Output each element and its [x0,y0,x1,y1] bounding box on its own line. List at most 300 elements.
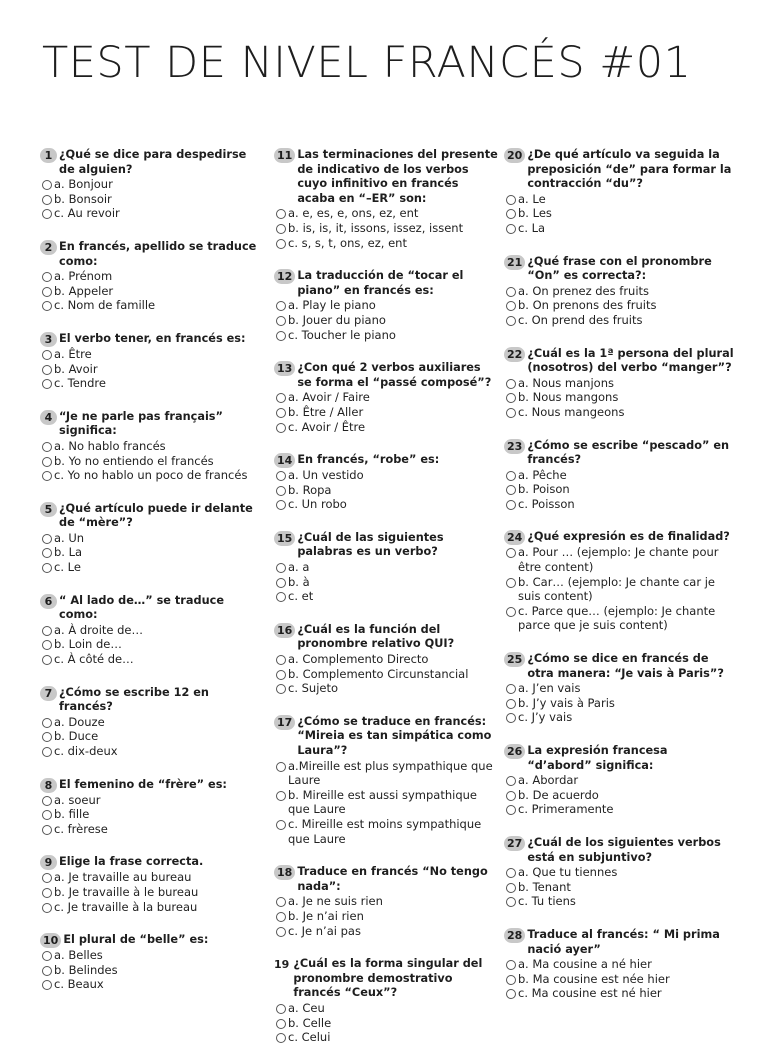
answer-option-a[interactable] [274,206,498,221]
answer-option-b[interactable] [40,362,264,377]
radio-button-icon[interactable] [276,486,286,496]
question-21 [504,255,734,328]
question-number-badge: 27 [504,836,525,851]
question-header [274,865,498,894]
answer-option-a[interactable] [504,468,734,483]
radio-button-icon[interactable] [42,655,52,665]
answer-option-label: a. Prénom [54,269,113,284]
answer-option-c[interactable] [274,589,498,604]
answer-option-label: b. Duce [54,729,99,744]
answer-option-label: b. Poison [518,482,570,497]
answer-option-a[interactable] [274,390,498,405]
radio-button-icon[interactable] [506,408,516,418]
radio-button-icon[interactable] [42,951,52,961]
question-header [40,686,264,715]
answer-option-b[interactable] [274,575,498,590]
answer-option-label: a. Bonjour [54,177,113,192]
answer-option-label: a. Avoir / Faire [288,390,370,405]
question-text: ¿Cuál de las siguientes palabras es un verbo? [297,530,444,559]
radio-button-icon[interactable] [42,810,52,820]
answer-option-c[interactable] [504,710,734,725]
radio-button-icon[interactable] [506,471,516,481]
answer-option-b[interactable] [274,221,498,236]
question-header [274,531,498,560]
answer-option-label: b. J’y vais à Paris [518,695,615,710]
answer-option-b[interactable] [504,482,734,497]
radio-button-icon[interactable] [276,423,286,433]
answer-option-c[interactable] [40,206,264,221]
radio-button-icon[interactable] [506,301,516,311]
question-15 [274,531,498,604]
question-number-badge: 10 [40,933,61,948]
answer-option-label: c. Sujeto [288,681,339,696]
answer-option-label: c. Un robo [288,497,347,512]
question-header [274,623,498,652]
radio-button-icon[interactable] [276,684,286,694]
answer-option-a[interactable] [274,1001,498,1016]
answer-option-b[interactable] [40,637,264,652]
radio-button-icon[interactable] [42,180,52,190]
radio-button-icon[interactable] [42,640,52,650]
radio-button-icon[interactable] [276,471,286,481]
answer-option-a[interactable] [40,531,264,546]
answer-option-c[interactable] [40,298,264,313]
answer-option-label: a. Belles [54,948,103,963]
answer-option-label: c. Tendre [54,376,106,391]
answer-option-b[interactable] [40,729,264,744]
radio-button-icon[interactable] [506,791,516,801]
question-text: “ Al lado de…” se traduce como: [59,593,224,622]
answer-option-a[interactable] [40,948,264,963]
question-header [40,933,264,948]
answer-option-b[interactable] [504,575,734,604]
answer-option-label: c. Celui [288,1030,331,1045]
question-10 [40,933,264,992]
answer-option-label: c. Parce que… (ejemplo: Je chante parce que je suis content) [518,603,716,633]
question-number-badge: 1 [40,148,57,163]
answer-option-a[interactable] [274,298,498,313]
radio-button-icon[interactable] [42,301,52,311]
question-text: El verbo tener, en francés es: [59,331,246,345]
question-text: ¿Qué frase con el pronombre “On” es correcta?: [527,254,712,283]
radio-button-icon[interactable] [506,776,516,786]
answer-option-a[interactable] [274,759,498,788]
answer-option-c[interactable] [504,894,734,909]
answer-option-c[interactable] [274,328,498,343]
answer-option-label: c. Poisson [518,496,575,511]
radio-button-icon[interactable] [506,897,516,907]
question-7 [40,686,264,759]
answer-option-label: c. Mireille est moins sympathique que Laure [288,816,482,846]
answer-option-c[interactable] [40,744,264,759]
radio-button-icon[interactable] [276,578,286,588]
answer-option-a[interactable] [274,652,498,667]
question-3 [40,332,264,391]
question-text: ¿Con qué 2 verbos auxiliares se forma el “passé composé”? [297,361,492,389]
question-13 [274,361,498,434]
radio-button-icon[interactable] [42,966,52,976]
question-number-badge: 8 [40,778,57,793]
radio-button-icon[interactable] [506,684,516,694]
radio-button-icon[interactable] [276,1004,286,1014]
question-number-badge: 9 [40,855,57,870]
radio-button-icon[interactable] [506,713,516,723]
answer-option-b[interactable] [274,313,498,328]
answer-option-label: a. À droite de… [54,622,144,637]
question-header [40,778,264,793]
radio-button-icon[interactable] [506,699,516,709]
question-number-badge: 25 [504,652,525,667]
question-25 [504,652,734,725]
question-24 [504,530,734,633]
answer-option-a[interactable] [40,177,264,192]
answer-option-label: a. Complemento Directo [288,652,429,667]
question-text: Traduce en francés “No tengo nada”: [297,865,488,893]
answer-option-c[interactable] [40,560,264,575]
answer-option-b[interactable] [274,483,498,498]
radio-button-icon[interactable] [276,912,286,922]
question-text: La expresión francesa “d’abord” significa: [527,744,668,772]
question-header [504,928,734,957]
answer-option-label: c. Nom de famille [54,298,156,313]
question-header [504,347,734,376]
radio-button-icon[interactable] [276,897,286,907]
answer-option-a[interactable] [504,865,734,880]
question-number-badge: 2 [40,240,57,255]
answer-option-label: c. frèrese [54,821,108,836]
question-text: ¿Cómo se dice en francés de otra manera: “Je vais à Paris”? [527,652,724,680]
question-text: Las terminaciones del presente de indicativo de los verbos cuyo infinitivo en francés acaba en “–ER” son: [297,148,498,205]
answer-option-b[interactable] [504,696,734,711]
answer-option-label: a. soeur [54,792,101,807]
radio-button-icon[interactable] [42,534,52,544]
radio-button-icon[interactable] [42,626,52,636]
radio-button-icon[interactable] [42,442,52,452]
question-16 [274,623,498,696]
radio-button-icon[interactable] [276,927,286,937]
radio-button-icon[interactable] [42,563,52,573]
answer-option-a[interactable] [274,468,498,483]
answer-option-c[interactable] [40,900,264,915]
question-text: ¿Cómo se traduce en francés: “Mireia es tan simpática como Laura”? [297,714,492,757]
answer-option-label: a. a [288,560,310,575]
radio-button-icon[interactable] [506,578,516,588]
question-26 [504,744,734,817]
answer-option-a[interactable] [40,870,264,885]
answer-option-label: b. Yo no entiendo el francés [54,453,214,468]
radio-button-icon[interactable] [42,980,52,990]
radio-button-icon[interactable] [506,316,516,326]
answer-option-a[interactable] [504,192,734,207]
question-header [504,255,734,284]
question-column-1 [40,148,264,992]
radio-button-icon[interactable] [506,868,516,878]
radio-button-icon[interactable] [276,316,286,326]
answer-option-label: b. fille [54,807,90,822]
page-title: TEST DE NIVEL FRANCÉS #01 [42,38,692,88]
question-column-3 [504,148,734,1001]
question-column-2 [274,148,498,1045]
answer-option-b[interactable] [40,545,264,560]
answer-option-label: b. Appeler [54,283,114,298]
radio-button-icon[interactable] [276,408,286,418]
answer-option-label: c. Au revoir [54,206,120,221]
answer-option-label: c. Tu tiens [518,894,576,909]
answer-option-c[interactable] [40,822,264,837]
answer-option-b[interactable] [40,454,264,469]
answer-option-c[interactable] [504,986,734,1001]
radio-button-icon[interactable] [506,485,516,495]
answer-option-c[interactable] [504,497,734,512]
answer-option-c[interactable] [504,405,734,420]
answer-option-label: b. Ma cousine est née hier [518,971,670,986]
answer-option-label: a. Nous manjons [518,375,614,390]
answer-option-a[interactable] [40,623,264,638]
answer-option-label: b. Nous mangons [518,390,619,405]
question-header [504,836,734,865]
radio-button-icon[interactable] [276,393,286,403]
radio-button-icon[interactable] [42,209,52,219]
answer-option-b[interactable] [40,192,264,207]
answer-option-c[interactable] [274,497,498,512]
answer-option-label: c. Je n’ai pas [288,923,361,938]
question-text: ¿Cuál es la forma singular del pronombre demostrativo francés “Ceux”? [293,957,483,1000]
radio-button-icon[interactable] [276,655,286,665]
answer-option-b[interactable] [504,788,734,803]
answer-option-c[interactable] [504,221,734,236]
answer-option-label: b. Je n’ai rien [288,908,364,923]
answer-option-c[interactable] [274,817,498,846]
question-number-badge: 4 [40,410,57,425]
question-header [274,715,498,759]
radio-button-icon[interactable] [276,563,286,573]
radio-button-icon[interactable] [506,379,516,389]
question-text: “Je ne parle pas français” significa: [59,409,223,438]
answer-option-c[interactable] [274,236,498,251]
question-text: Traduce al francés: “ Mi prima nació ayer” [527,927,720,956]
radio-button-icon[interactable] [276,500,286,510]
radio-button-icon[interactable] [506,195,516,205]
question-text: Elige la frase correcta. [59,855,204,869]
question-text: El femenino de “frère” es: [59,777,227,791]
answer-option-a[interactable] [504,545,734,574]
radio-button-icon[interactable] [42,379,52,389]
answer-option-label: b. Être / Aller [288,404,364,419]
radio-button-icon[interactable] [42,471,52,481]
answer-option-c[interactable] [40,468,264,483]
answer-option-label: b. Tenant [518,879,571,894]
answer-option-a[interactable] [40,269,264,284]
radio-button-icon[interactable] [506,883,516,893]
answer-option-b[interactable] [274,667,498,682]
question-text: ¿Cómo se escribe 12 en francés? [59,685,209,714]
question-number-badge: 12 [274,269,295,284]
answer-option-label: c. Nous mangeons [518,404,625,419]
answer-option-label: a. Que tu tiennes [518,865,618,880]
answer-option-a[interactable] [274,560,498,575]
answer-option-b[interactable] [40,963,264,978]
radio-button-icon[interactable] [42,350,52,360]
radio-button-icon[interactable] [42,796,52,806]
radio-button-icon[interactable] [276,670,286,680]
answer-option-label: b. Mireille est aussi sympathique que Laure [288,787,477,817]
answer-option-label: a. Ceu [288,1000,325,1015]
answer-option-label: a. Ma cousine a né hier [518,957,652,972]
answer-option-b[interactable] [504,390,734,405]
question-23 [504,439,734,512]
answer-option-label: b. is, is, it, issons, issez, issent [288,220,464,235]
question-number-badge: 22 [504,347,525,362]
answer-option-label: b. Les [518,206,552,221]
radio-button-icon[interactable] [42,457,52,467]
answer-option-c[interactable] [274,420,498,435]
question-18 [274,865,498,938]
answer-option-label: c. On prend des fruits [518,312,643,327]
radio-button-icon[interactable] [506,287,516,297]
answer-option-label: c. À côté de… [54,652,134,667]
radio-button-icon[interactable] [506,209,516,219]
answer-option-c[interactable] [504,313,734,328]
question-4 [40,410,264,483]
answer-option-c[interactable] [274,681,498,696]
question-header [504,148,734,192]
answer-option-label: b. Car… (ejemplo: Je chante car je suis content) [518,574,715,604]
question-header [274,361,498,390]
question-number-badge: 13 [274,361,295,376]
answer-option-c[interactable] [40,652,264,667]
radio-button-icon[interactable] [42,365,52,375]
answer-option-a[interactable] [504,773,734,788]
answer-option-b[interactable] [274,1016,498,1031]
question-number-badge: 17 [274,715,295,730]
answer-option-b[interactable] [504,972,734,987]
question-number-badge: 14 [274,453,295,468]
question-header [274,269,498,298]
answer-option-label: a. Être [54,346,92,361]
answer-option-label: b. Bonsoir [54,191,112,206]
answer-option-a[interactable] [40,439,264,454]
radio-button-icon[interactable] [276,791,286,801]
answer-option-label: b. Je travaille à le bureau [54,884,199,899]
answer-option-label: c. Toucher le piano [288,327,396,342]
answer-option-a[interactable] [274,894,498,909]
radio-button-icon[interactable] [42,903,52,913]
question-text: ¿De qué artículo va seguida la preposición “de” para formar la contracción “du”? [527,148,732,191]
question-header [40,502,264,531]
answer-option-c[interactable] [274,924,498,939]
radio-button-icon[interactable] [276,209,286,219]
question-header [40,148,264,177]
answer-option-label: a. Je travaille au bureau [54,870,192,885]
answer-option-label: a. J’en vais [518,681,581,696]
question-number-badge: 23 [504,439,525,454]
question-number-badge: 28 [504,928,525,943]
answer-option-label: c. Je travaille à la bureau [54,899,198,914]
radio-button-icon[interactable] [276,239,286,249]
radio-button-icon[interactable] [506,500,516,510]
answer-option-label: a. Play le piano [288,298,376,313]
answer-option-label: b. Belindes [54,962,118,977]
radio-button-icon[interactable] [42,825,52,835]
question-2 [40,240,264,313]
radio-button-icon[interactable] [42,732,52,742]
radio-button-icon[interactable] [42,873,52,883]
answer-option-label: c. Le [54,560,81,575]
answer-option-c[interactable] [40,977,264,992]
answer-option-b[interactable] [40,284,264,299]
radio-button-icon[interactable] [276,224,286,234]
answer-option-a[interactable] [504,284,734,299]
radio-button-icon[interactable] [42,718,52,728]
radio-button-icon[interactable] [506,607,516,617]
answer-option-a[interactable] [40,715,264,730]
radio-button-icon[interactable] [42,272,52,282]
answer-option-label: a.Mireille est plus sympathique que Laure [288,758,493,788]
answer-option-b[interactable] [40,885,264,900]
question-text: ¿Qué artículo puede ir delante de “mère”? [59,501,253,530]
question-header [40,594,264,623]
answer-option-b[interactable] [40,807,264,822]
answer-option-a[interactable] [40,793,264,808]
answer-option-b[interactable] [504,880,734,895]
answer-option-a[interactable] [504,376,734,391]
question-number-badge: 19 [274,958,290,972]
radio-button-icon[interactable] [42,195,52,205]
radio-button-icon[interactable] [276,592,286,602]
answer-option-label: b. La [54,545,83,560]
radio-button-icon[interactable] [276,301,286,311]
question-number-badge: 5 [40,502,57,517]
question-text: En francés, apellido se traduce como: [59,239,257,268]
answer-option-b[interactable] [274,909,498,924]
answer-option-label: a. On prenez des fruits [518,283,650,298]
answer-option-c[interactable] [40,376,264,391]
answer-option-b[interactable] [504,298,734,313]
question-1 [40,148,264,221]
radio-button-icon[interactable] [506,548,516,558]
answer-option-b[interactable] [504,206,734,221]
radio-button-icon[interactable] [506,989,516,999]
radio-button-icon[interactable] [42,287,52,297]
question-number-badge: 18 [274,865,295,880]
answer-option-c[interactable] [504,604,734,633]
question-27 [504,836,734,909]
answer-option-a[interactable] [504,681,734,696]
question-9 [40,855,264,914]
answer-option-c[interactable] [504,802,734,817]
answer-option-c[interactable] [274,1030,498,1045]
question-header [504,652,734,681]
radio-button-icon[interactable] [276,331,286,341]
radio-button-icon[interactable] [506,805,516,815]
radio-button-icon[interactable] [276,820,286,830]
question-11 [274,148,498,250]
radio-button-icon[interactable] [42,747,52,757]
radio-button-icon[interactable] [42,548,52,558]
radio-button-icon[interactable] [506,960,516,970]
radio-button-icon[interactable] [276,762,286,772]
radio-button-icon[interactable] [506,224,516,234]
question-number-badge: 7 [40,686,57,701]
answer-option-b[interactable] [274,405,498,420]
radio-button-icon[interactable] [276,1033,286,1043]
radio-button-icon[interactable] [506,975,516,985]
radio-button-icon[interactable] [42,888,52,898]
answer-option-b[interactable] [274,788,498,817]
answer-option-a[interactable] [40,347,264,362]
answer-option-a[interactable] [504,957,734,972]
radio-button-icon[interactable] [506,393,516,403]
